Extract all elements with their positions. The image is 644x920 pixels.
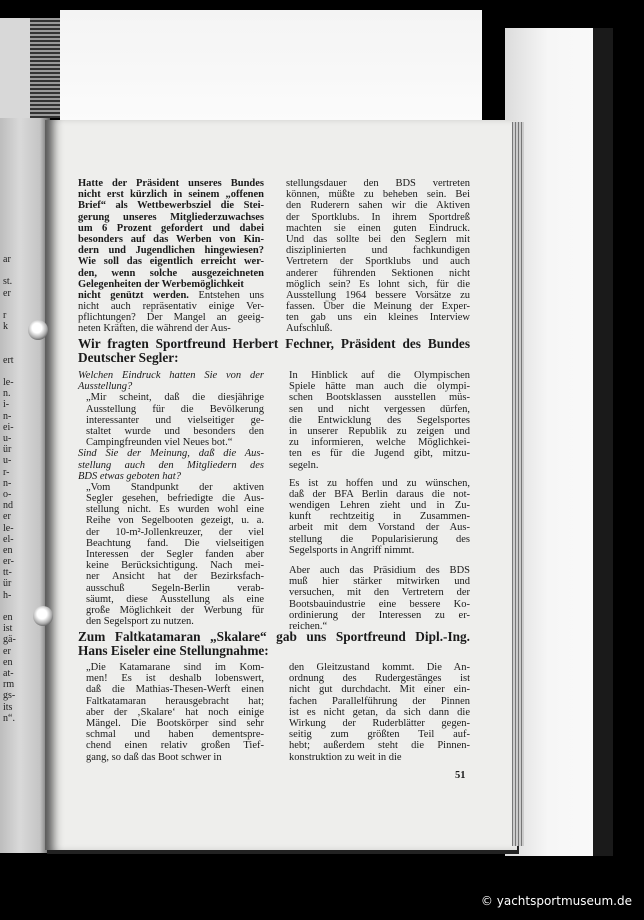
- text-line: seitig zum größten Teil auf-: [289, 729, 470, 741]
- text-line: Wir fragten Sportfreund Herbert Fechner, Präsident des Bundes: [78, 336, 470, 351]
- margin-fragment: h-: [3, 589, 12, 601]
- text-line: aber der ‚Skalare‘ hat noch einige: [86, 706, 264, 718]
- margin-fragment: k: [3, 321, 8, 333]
- margin-fragment: ür: [3, 444, 12, 456]
- text-line: Spiele hätte man auch die olympi-: [289, 381, 470, 393]
- margin-fragment: gs-: [3, 690, 16, 702]
- text-line: stellung nicht. Es wurden wohl eine: [86, 504, 264, 516]
- paragraph: [289, 370, 470, 471]
- margin-fragment: ar: [3, 254, 11, 265]
- margin-fragment: [3, 366, 16, 377]
- margin-fragment: r-: [3, 466, 10, 478]
- text-line: Deutscher Segler:: [78, 349, 179, 365]
- text-line: Vertretern der Sportklubs und auch: [286, 256, 470, 268]
- text-line: chend einen relativ großen Tief-: [86, 740, 264, 752]
- text-line: Hans Eiseler eine Stellungnahme:: [78, 642, 269, 658]
- text-line: daß der BFA Berlin daraus die not-: [289, 488, 470, 500]
- paragraph: [289, 565, 470, 632]
- text-line: Reihe von Segelbooten gezeigt, u. a.: [86, 515, 264, 527]
- text-line: nicht gut durchdacht. Mit einer ein-: [289, 684, 470, 696]
- margin-fragment: at-: [3, 667, 14, 679]
- text-line: Segelsports in Angriff nimmt.: [289, 544, 415, 556]
- text-line: ist es nicht getan, da sich dann die: [289, 706, 470, 718]
- margin-fragment: u-: [3, 455, 12, 467]
- text-line: Mängel. Die Bootskörper sind sehr: [86, 717, 264, 729]
- text-line: den, wenn solche ausgezeichneten: [78, 267, 264, 279]
- text-line: hebt; außerdem steht die Pinnen-: [289, 740, 470, 752]
- text-line: große Möglichkeit der Werbung für: [86, 604, 264, 616]
- text-line: nicht auch repräsentativ einige Ver-: [78, 301, 264, 313]
- text-line: staltet wurde und besonders den: [86, 425, 264, 437]
- text-line: kunft rechtzeitig in Zusammen-: [289, 511, 470, 523]
- text-line: segeln.: [289, 459, 319, 471]
- text-line: besonders auf das Werben von Kin-: [78, 233, 264, 245]
- page-edge: [512, 122, 524, 846]
- text-line: Sind Sie der Meinung, daß die Aus-: [78, 448, 264, 460]
- text-line: interessanter und vielseitiger ge-: [86, 414, 264, 426]
- text-line: Segler gesehen, befriedigte die Aus-: [86, 493, 264, 505]
- margin-fragment: en: [3, 544, 13, 556]
- paragraph: [78, 482, 264, 627]
- text-line: reichen.“: [289, 620, 328, 632]
- regular-text: Entstehen uns: [188, 289, 264, 301]
- text-line: ten es für die Jugend gibt, mitzu-: [289, 448, 470, 460]
- text-line: ausschuß Segeln-Berlin verab-: [86, 582, 264, 594]
- skalare-right-column: [289, 662, 470, 763]
- text-line: ner Ansicht hat der Bezirksfach-: [86, 571, 264, 583]
- text-line: Hatte der Präsident unseres Bundes: [78, 178, 264, 189]
- margin-fragment: n-: [3, 477, 12, 489]
- text-line: möglich sein? Es lohnt sich, für die: [286, 278, 470, 290]
- text-line: Ausstellung 1964 bessere Vorsätze zu: [286, 289, 470, 301]
- text-line: versuchen, mit den Vertretern der: [289, 587, 470, 599]
- text-line: Gelegenheiten der Werbemöglichkeit: [78, 278, 244, 290]
- margin-fragment: u-: [3, 433, 12, 444]
- text-line: können, müßte zu beheben sein. Bei: [286, 189, 470, 201]
- text-line: stellung die Popularisierung des: [289, 533, 470, 545]
- interview-right-column: [289, 370, 470, 632]
- margin-fragment: [3, 332, 16, 343]
- text-line: die Entwicklung des Segelsportes: [289, 414, 470, 426]
- text-line: Wie soll das eigentlich erreicht wer-: [78, 256, 264, 268]
- paragraph: [78, 370, 264, 392]
- paragraph: [78, 337, 470, 364]
- text-line: „Die Katamarane sind im Kom-: [86, 662, 264, 673]
- text-line: Welchen Eindruck hatten Sie von der: [78, 370, 264, 381]
- margin-fragment: er: [3, 511, 11, 523]
- margin-fragment: le-: [3, 377, 14, 389]
- text-line: daß die Mathias-Thesen-Werft einen: [86, 684, 264, 696]
- text-line: den Ruderern sahen wir die Aktiven: [286, 200, 470, 212]
- margin-fragment: en: [3, 612, 13, 623]
- text-line: schmal und haben dementspre-: [86, 729, 264, 741]
- margin-fragment: [3, 344, 16, 355]
- paragraph: [78, 301, 264, 335]
- text-line: den Segelsport zu nutzen.: [86, 616, 194, 628]
- text-line: BDS etwas geboten hat?: [78, 470, 181, 482]
- paragraph: [289, 662, 470, 763]
- text-line: In Hinblick auf die Olympischen: [289, 370, 470, 381]
- margin-fragment: st.: [3, 276, 13, 288]
- text-line: Bootsbauindustrie eine bessere Ko-: [289, 598, 470, 610]
- text-line: men! Es ist deshalb lobenswert,: [86, 673, 264, 685]
- margin-fragment: o-: [3, 488, 12, 500]
- binder-hole: [28, 320, 48, 340]
- margin-fragment: le-: [3, 522, 14, 534]
- book-binding: [30, 18, 62, 118]
- text-line: Brief“ als Wettbewerbsziel die Stei-: [78, 200, 264, 212]
- text-line: um 6 Prozent gefordert und dabei: [78, 222, 264, 234]
- text-line: gang, so daß das Boot schwer in: [86, 751, 222, 763]
- text-line: Ausstellung?: [78, 381, 133, 393]
- margin-fragment: gä-: [3, 634, 16, 646]
- margin-fragment: rm: [3, 679, 15, 691]
- text-line: ordnung des Rudergestänges ist: [289, 673, 470, 685]
- margin-fragment: [3, 265, 16, 276]
- interview-heading: [78, 337, 470, 364]
- right-page-edge: [593, 28, 613, 856]
- margin-fragment: i-: [3, 399, 10, 411]
- text-line: stellungsdauer den BDS vertreten: [286, 178, 470, 189]
- text-line: konstruktion zu weit in die: [289, 751, 402, 763]
- text-line: anderer führenden Sektionen nicht: [286, 267, 470, 279]
- text-line: dern und Jugendlichen hingewiesen?: [78, 245, 264, 257]
- text-line: [78, 290, 264, 301]
- text-line: zu informieren, welche Möglichkei-: [289, 437, 470, 449]
- text-line: Beachtung fand. Die vielseitigen: [86, 537, 264, 549]
- text-line: in unserer Republik zu zeigen und: [289, 425, 470, 437]
- text-line: wendigen Lehren zieht und in Zu-: [289, 500, 470, 512]
- paragraph: [86, 662, 264, 763]
- paragraph: [289, 478, 470, 556]
- text-line: den Gleitzustand kommt. Die An-: [289, 662, 470, 673]
- margin-fragment: its: [3, 701, 13, 713]
- margin-fragment: nd: [3, 500, 13, 512]
- text-line: säumt, diese Ausstellung als eine: [86, 593, 264, 605]
- text-line: neten Kräften, die während der Aus-: [78, 323, 231, 335]
- text-line: keine Berücksichtigung. Nach mei-: [86, 560, 264, 572]
- page-number: 51: [455, 770, 466, 781]
- back-page: [60, 10, 482, 122]
- intro-left-column: [78, 178, 264, 335]
- margin-fragment: er-: [3, 556, 14, 568]
- margin-fragment: n“.: [3, 712, 15, 724]
- text-line: sen und nicht vergessen dürfen,: [289, 403, 470, 415]
- text-line: schen Bootsklassen ausstellen müs-: [289, 392, 470, 404]
- text-line: Interessen der Segler fanden aber: [86, 549, 264, 560]
- margin-fragment: er: [3, 645, 11, 657]
- text-line: Wirkung der Ruderblätter gegen-: [289, 717, 470, 729]
- text-line: Faltkatamaran herausgebracht hat;: [86, 695, 264, 707]
- text-line: stellung auch den Mitgliedern des: [78, 459, 264, 471]
- margin-fragment: ert: [3, 354, 14, 366]
- left-page-margin-text: [3, 254, 16, 724]
- margin-fragment: er: [3, 287, 11, 299]
- text-line: der Sportklubs. In ihrem Sportdreß: [286, 211, 470, 223]
- text-line: Und das sollte bei den Seglern mit: [286, 233, 470, 245]
- text-line: machten sie einen guten Eindruck.: [286, 222, 470, 234]
- text-line: gerung unseres Mitgliederzuwachses: [78, 211, 264, 223]
- text-line: „Mir scheint, daß die diesjährige: [86, 392, 264, 404]
- text-line: ten gab uns ein kleines Interview: [286, 312, 470, 324]
- margin-fragment: n-: [3, 410, 12, 422]
- margin-fragment: en: [3, 656, 13, 668]
- margin-fragment: el-: [3, 533, 14, 545]
- margin-fragment: tt-: [3, 567, 12, 579]
- text-line: fassen. Über die Meinung der Exper-: [286, 301, 470, 313]
- text-line: Aber auch das Präsidium des BDS: [289, 565, 470, 576]
- skalare-heading: [78, 630, 470, 657]
- binder-hole: [33, 606, 53, 626]
- margin-fragment: [3, 601, 16, 612]
- text-line: muß hier stärker mitwirken und: [289, 576, 470, 588]
- text-line: arbeit mit dem Vorstand der Aus-: [289, 522, 470, 534]
- bold-text: nicht genützt werden.: [78, 289, 189, 301]
- text-line: Aufschluß.: [286, 323, 333, 335]
- paragraph: [78, 392, 264, 448]
- text-line: der 10-m²-Jollenkreuzer, der viel: [86, 526, 264, 538]
- text-line: pflichtungen? Der Mangel an geeig-: [78, 312, 264, 324]
- intro-right-column: [286, 178, 470, 335]
- copyright-watermark: © yachtsportmuseum.de: [480, 894, 632, 908]
- text-line: Ausstellung für die Bevölkerung: [86, 403, 264, 415]
- margin-fragment: r: [3, 309, 7, 321]
- text-line: „Vom Standpunkt der aktiven: [86, 481, 264, 493]
- text-line: disziplinierten und fachkundigen: [286, 245, 470, 257]
- text-line: Zum Faltkatamaran „Skalare“ gab uns Sportfreund Dipl.-Ing.: [78, 629, 470, 644]
- interview-left-column: [78, 370, 264, 627]
- paragraph: [286, 178, 470, 335]
- skalare-left-column: [86, 662, 264, 763]
- margin-fragment: ür: [3, 578, 12, 590]
- text-line: Es ist zu hoffen und zu wünschen,: [289, 477, 470, 489]
- text-line: fachen Parallelführung der Pinnen: [289, 695, 470, 707]
- margin-fragment: n.: [3, 388, 11, 400]
- paragraph: [78, 448, 264, 482]
- text-line: ordinierung der Interessen zu er-: [289, 609, 470, 621]
- text-line: Campingfreunden viel Neues bot.“: [86, 437, 233, 449]
- margin-fragment: [3, 299, 16, 310]
- paragraph: [78, 178, 264, 290]
- paragraph: [78, 630, 470, 657]
- margin-fragment: ei-: [3, 421, 14, 433]
- margin-fragment: ist: [3, 623, 13, 635]
- text-line: nicht erst kürzlich in seinem „offenen: [78, 189, 264, 201]
